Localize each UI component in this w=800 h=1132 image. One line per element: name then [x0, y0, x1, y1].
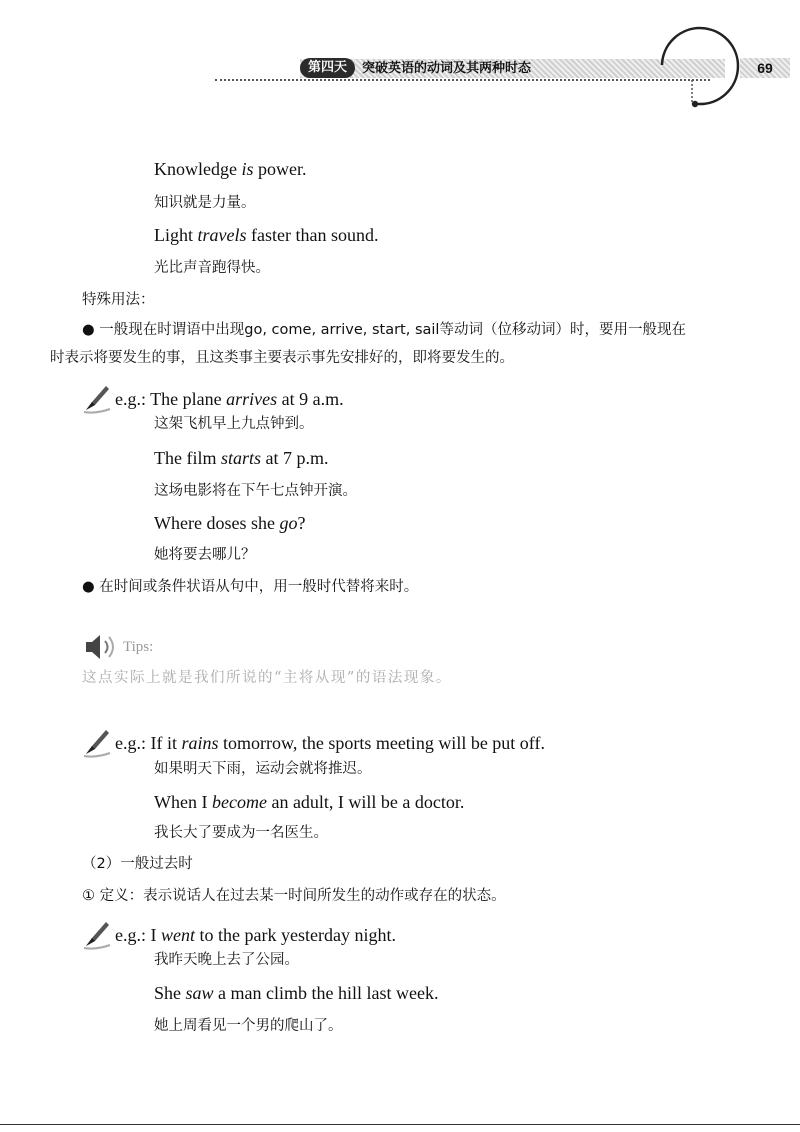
example-sentence: Knowledge is power.	[154, 159, 307, 179]
example-translation: 她上周看见一个男的爬山了。	[154, 1018, 343, 1034]
example-sentence: e.g.: If it rains tomorrow, the sports meeting will be put off.	[115, 733, 545, 753]
bullet-rule-1-continued: 时表示将要发生的事，且这类事主要表示事先安排好的，即将要发生的。	[50, 350, 514, 366]
example-translation: 她将要去哪儿？	[154, 547, 256, 563]
example-translation: 光比声音跑得快。	[154, 260, 270, 276]
example-sentence: e.g.: The plane arrives at 9 a.m.	[115, 389, 344, 409]
speaker-icon	[82, 632, 122, 662]
example-translation: 我昨天晚上去了公园。	[154, 952, 299, 968]
day-badge: 第四天	[300, 58, 355, 78]
example-translation: 知识就是力量。	[154, 195, 256, 211]
example-sentence: She saw a man climb the hill last week.	[154, 983, 439, 1003]
special-usage-heading: 特殊用法：	[82, 292, 155, 308]
bullet-dot-icon: ●	[82, 322, 100, 338]
pen-icon	[82, 382, 112, 414]
example-sentence: e.g.: I went to the park yesterday night.	[115, 925, 396, 945]
example-sentence: The film starts at 7 p.m.	[154, 448, 329, 468]
eg-label: e.g.:	[115, 925, 151, 945]
tips-text: 这点实际上就是我们所说的“主将从现”的语法现象。	[82, 670, 452, 686]
eg-label: e.g.:	[115, 733, 151, 753]
example-translation: 这架飞机早上九点钟到。	[154, 416, 314, 432]
example-sentence: Light travels faster than sound.	[154, 225, 379, 245]
chapter-title: 突破英语的动词及其两种时态	[362, 61, 532, 76]
header-curve-ornament	[640, 20, 740, 110]
page-number: 69	[740, 58, 790, 78]
page-header	[0, 0, 800, 110]
pen-icon	[82, 726, 112, 758]
bullet-rule-1: ● 一般现在时谓语中出现go, come, arrive, start, sail等动词（位移动词）时，要用一般现在	[82, 322, 686, 338]
example-translation: 我长大了要成为一名医生。	[154, 825, 328, 841]
example-translation: 如果明天下雨，运动会就将推迟。	[154, 761, 372, 777]
example-sentence: Where doses she go?	[154, 513, 306, 533]
pen-icon	[82, 918, 112, 950]
example-sentence: When I become an adult, I will be a doctor.	[154, 792, 465, 812]
tips-label: Tips:	[123, 639, 154, 655]
bottom-rule	[0, 1124, 800, 1125]
bullet-rule-2: ● 在时间或条件状语从句中，用一般时代替将来时。	[82, 579, 419, 595]
bullet-dot-icon: ●	[82, 579, 100, 595]
definition-text: ① 定义：表示说话人在过去某一时间所发生的动作或存在的状态。	[82, 888, 506, 904]
header-dotted-rule	[215, 79, 710, 81]
eg-label: e.g.:	[115, 389, 151, 409]
example-translation: 这场电影将在下午七点钟开演。	[154, 483, 357, 499]
section-heading: （2）一般过去时	[82, 856, 193, 872]
